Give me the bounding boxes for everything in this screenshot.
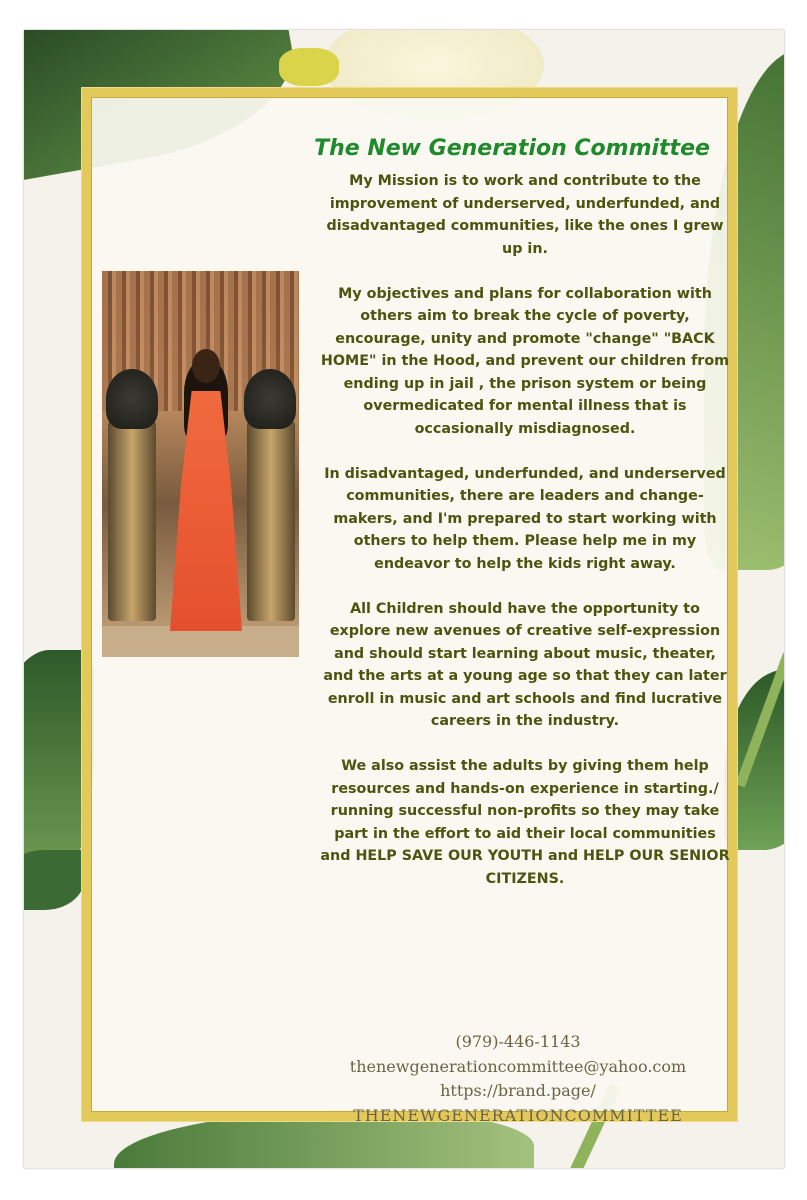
website-url: https://brand.page/ — [440, 1081, 596, 1100]
objectives-paragraph: My objectives and plans for collaboration with others aim to break the cycle of poverty, encourage, unity and promote "change" "BACK HOME" in the Hood, and prevent our children from ending up in jail , the prison system or being overmedicated for mental illness that is occasionally misdiagnosed. — [320, 285, 730, 437]
mission-paragraph: My Mission is to work and contribute to the improvement of underserved, underfunded, and disadvantaged communities, like the ones I grew up in. — [326, 173, 724, 257]
page-title: The New Generation Committee — [314, 136, 710, 161]
mission-text — [319, 170, 731, 890]
portrait-photo — [102, 271, 299, 657]
poster — [24, 30, 784, 1168]
adults-paragraph: We also assist the adults by giving them help resources and hands-on experience in starting./ running successful non-profits so they may take part in the effort to aid their local communities and HELP SAVE OUR YOUTH and HELP OUR SENIOR CITIZENS. — [320, 758, 730, 887]
communities-paragraph: In disadvantaged, underfunded, and underserved communities, there are leaders and change-makers, and I'm prepared to start working with others to help them. Please help me in my endeavor to help the kids right away. — [324, 465, 726, 572]
flower-stamen-decoration — [279, 48, 339, 86]
children-paragraph: All Children should have the opportunity to explore new avenues of creative self-expression and should start learning about music, theater, and the arts at a young age so that they can later enroll in music and art schools and find lucrative careers in the industry. — [323, 600, 727, 729]
email-address: thenewgenerationcommittee@yahoo.com — [349, 1056, 687, 1076]
phone-number: (979)-446-1143 — [455, 1032, 581, 1051]
leaf-decoration — [24, 850, 84, 910]
website-name: THENEWGENERATIONCOMMITTEE — [353, 1105, 683, 1125]
contact-block — [306, 1030, 730, 1128]
